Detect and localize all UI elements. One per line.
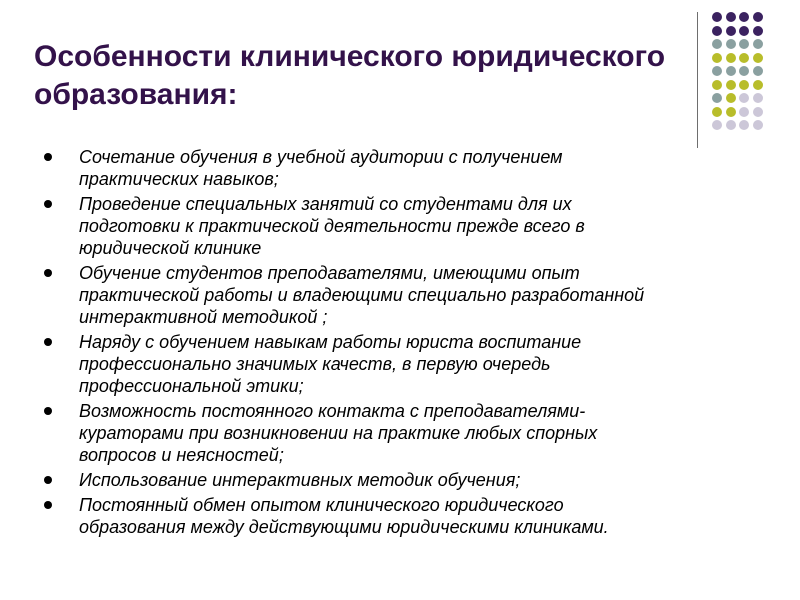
slide-title-line-2: образования: bbox=[34, 78, 238, 111]
decorative-dot bbox=[753, 80, 763, 90]
decorative-dot bbox=[739, 93, 749, 103]
bullet-text-line: Возможность постоянного контакта с преподавателями- bbox=[79, 401, 586, 421]
decorative-dot bbox=[726, 66, 736, 76]
decorative-dot bbox=[753, 53, 763, 63]
bullet-item bbox=[44, 400, 764, 466]
decorative-dot bbox=[712, 120, 722, 130]
bullet-item bbox=[44, 193, 764, 259]
decorative-dot bbox=[712, 39, 722, 49]
decorative-dot bbox=[753, 93, 763, 103]
decorative-dot bbox=[739, 39, 749, 49]
bullet-text-line: Наряду с обучением навыкам работы юриста воспитание bbox=[79, 332, 582, 352]
bullet-text-line: Проведение специальных занятий со студентами для их bbox=[79, 194, 572, 214]
dot-grid-icon bbox=[712, 12, 776, 132]
decorative-dot bbox=[739, 12, 749, 22]
decorative-dot bbox=[726, 53, 736, 63]
decorative-dot bbox=[726, 26, 736, 36]
bullet-text-line: образования между действующими юридическими клиниками. bbox=[79, 517, 609, 537]
decorative-dot bbox=[712, 80, 722, 90]
decorative-dot bbox=[739, 107, 749, 117]
bullet-text-line: практических навыков; bbox=[79, 169, 279, 189]
decorative-dot bbox=[739, 120, 749, 130]
decorative-dot bbox=[712, 107, 722, 117]
bullet-item bbox=[44, 331, 764, 397]
decorative-dot bbox=[753, 120, 763, 130]
bullet-text-line: кураторами при возникновении на практике любых спорных bbox=[79, 423, 598, 443]
decorative-dot bbox=[712, 93, 722, 103]
decorative-dot bbox=[739, 66, 749, 76]
decorative-dot bbox=[726, 12, 736, 22]
bullet-item bbox=[44, 146, 764, 190]
decorative-dot bbox=[712, 66, 722, 76]
bullet-text-line: Сочетание обучения в учебной аудитории с получением bbox=[79, 147, 563, 167]
decorative-dot bbox=[712, 12, 722, 22]
bullet-text-line: практической работы и владеющими специально разработанной bbox=[79, 285, 645, 305]
decorative-dot bbox=[712, 26, 722, 36]
decorative-dot bbox=[753, 26, 763, 36]
bullet-text-line: юридической клинике bbox=[79, 238, 262, 258]
decorative-dot bbox=[739, 26, 749, 36]
decorative-dot bbox=[753, 12, 763, 22]
bullet-text-line: вопросов и неясностей; bbox=[79, 445, 284, 465]
bullet-icon bbox=[44, 476, 52, 484]
decorative-dot bbox=[739, 80, 749, 90]
bullet-icon bbox=[44, 200, 52, 208]
decorative-dot bbox=[712, 53, 722, 63]
bullet-text-line: подготовки к практической деятельности прежде всего в bbox=[79, 216, 585, 236]
decorative-dot bbox=[726, 120, 736, 130]
decorative-dot bbox=[753, 66, 763, 76]
decorative-dot bbox=[726, 93, 736, 103]
bullet-text-line: профессионально значимых качеств, в первую очередь bbox=[79, 354, 551, 374]
bullet-icon bbox=[44, 338, 52, 346]
bullet-item bbox=[44, 469, 764, 491]
bullet-text-line: интерактивной методикой ; bbox=[79, 307, 328, 327]
decorative-divider bbox=[697, 12, 698, 148]
slide-title bbox=[34, 38, 734, 114]
decorative-dot bbox=[726, 80, 736, 90]
decorative-dot bbox=[753, 107, 763, 117]
bullet-icon bbox=[44, 501, 52, 509]
bullet-item bbox=[44, 494, 764, 538]
bullet-icon bbox=[44, 407, 52, 415]
bullet-text-line: Использование интерактивных методик обучения; bbox=[79, 470, 521, 490]
decorative-dot bbox=[739, 53, 749, 63]
bullet-icon bbox=[44, 269, 52, 277]
bullet-list bbox=[44, 146, 764, 541]
bullet-text-line: Постоянный обмен опытом клинического юридического bbox=[79, 495, 564, 515]
slide-title-line-1: Особенности клинического юридического bbox=[34, 40, 666, 73]
bullet-icon bbox=[44, 153, 52, 161]
bullet-text-line: профессиональной этики; bbox=[79, 376, 304, 396]
decorative-dot bbox=[753, 39, 763, 49]
decorative-dot bbox=[726, 107, 736, 117]
bullet-item bbox=[44, 262, 764, 328]
bullet-text-line: Обучение студентов преподавателями, имеющими опыт bbox=[79, 263, 580, 283]
decorative-dot bbox=[726, 39, 736, 49]
